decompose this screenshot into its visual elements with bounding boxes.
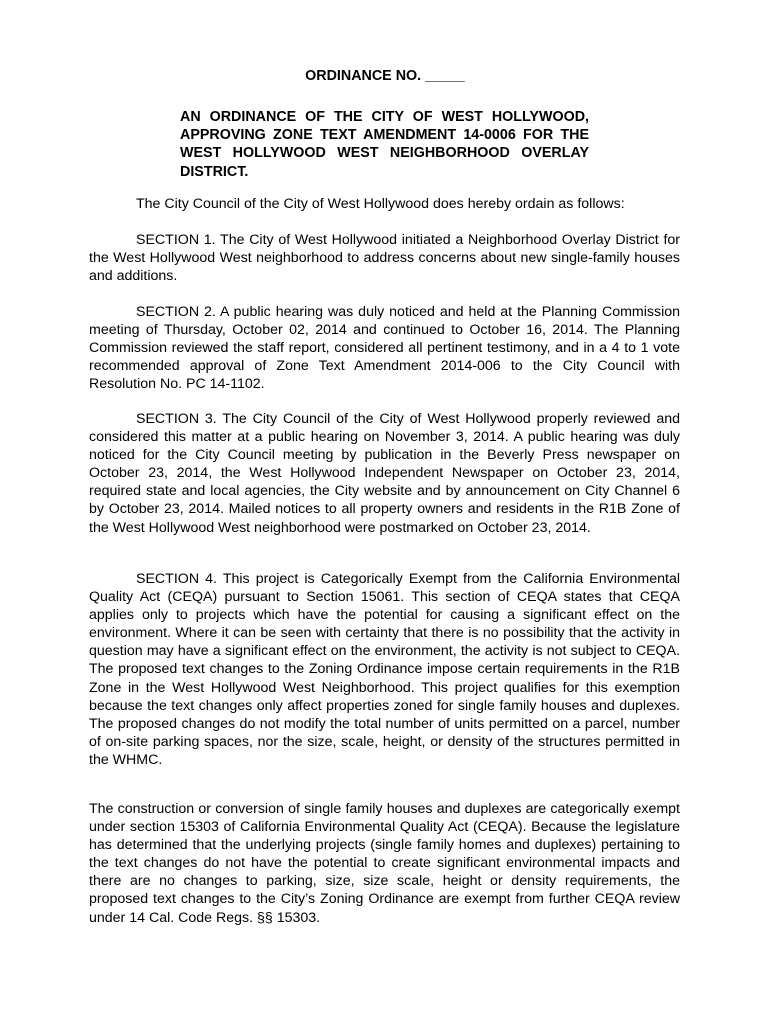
section-2-paragraph: SECTION 2. A public hearing was duly noticed and held at the Planning Commission meeting of Thursday, October 02, 2014 and continued to October 16, 2014. The Planning Commission reviewed the staff report, considered all pertinent testimony, and in a 4 to 1 vote recommended approval of Zone Text Amendment 2014-006 to the City Council with Resolution No. PC 14-1102. xyxy=(89,304,680,393)
section-1-paragraph: SECTION 1. The City of West Hollywood initiated a Neighborhood Overlay District for the West Hollywood West neighborhood to address concerns about new single-family houses and additions. xyxy=(89,232,680,285)
ceqa-exemption-paragraph: The construction or conversion of single family houses and duplexes are categorically exempt under section 15303 of California Environmental Quality Act (CEQA). Because the legislature has determined that the underlying projects (single family homes and duplexes) pertaining to the text changes do not have the potential to create significant environmental impacts and there are no changes to parking, size, size scale, height or density requirements, the proposed text changes to the City’s Zoning Ordinance are exempt from further CEQA review under 14 Cal. Code Regs. §§ 15303. xyxy=(89,801,680,926)
section-3-paragraph: SECTION 3. The City Council of the City of West Hollywood properly reviewed and considered this matter at a public hearing on November 3, 2014. A public hearing was duly noticed for the City Council meeting by publication in the Beverly Press newspaper on October 23, 2014, the West Hollywood Independent Newspaper on October 23, 2014, required state and local agencies, the City website and by announcement on City Channel 6 by October 23, 2014. Mailed notices to all property owners and residents in the R1B Zone of the West Hollywood West neighborhood were postmarked on October 23, 2014. xyxy=(89,411,680,536)
ordinance-number: ORDINANCE NO. _____ xyxy=(305,68,465,84)
intro-paragraph: The City Council of the City of West Hollywood does hereby ordain as follows: xyxy=(136,196,625,212)
section-4-paragraph: SECTION 4. This project is Categorically Exempt from the California Environmental Quality Act (CEQA) pursuant to Section 15061. This section of CEQA states that CEQA applies only to projects which have the potential for causing a significant effect on the environment. Where it can be seen with certainty that there is no possibility that the activity in question may have a significant effect on the environment, the activity is not subject to CEQA. The proposed text changes to the Zoning Ordinance impose certain requirements in the R1B Zone in the West Hollywood West Neighborhood. This project qualifies for this exemption because the text changes only affect properties zoned for single family houses and duplexes. The proposed changes do not modify the total number of units permitted on a parcel, number of on-site parking spaces, nor the size, scale, height, or density of the structures permitted in the WHMC. xyxy=(89,571,680,768)
ordinance-heading: AN ORDINANCE OF THE CITY OF WEST HOLLYWOOD, APPROVING ZONE TEXT AMENDMENT 14-0006 FOR THE WEST HOLLYWOOD WEST NEIGHBORHOOD OVERLAY DISTRICT. xyxy=(180,109,589,180)
